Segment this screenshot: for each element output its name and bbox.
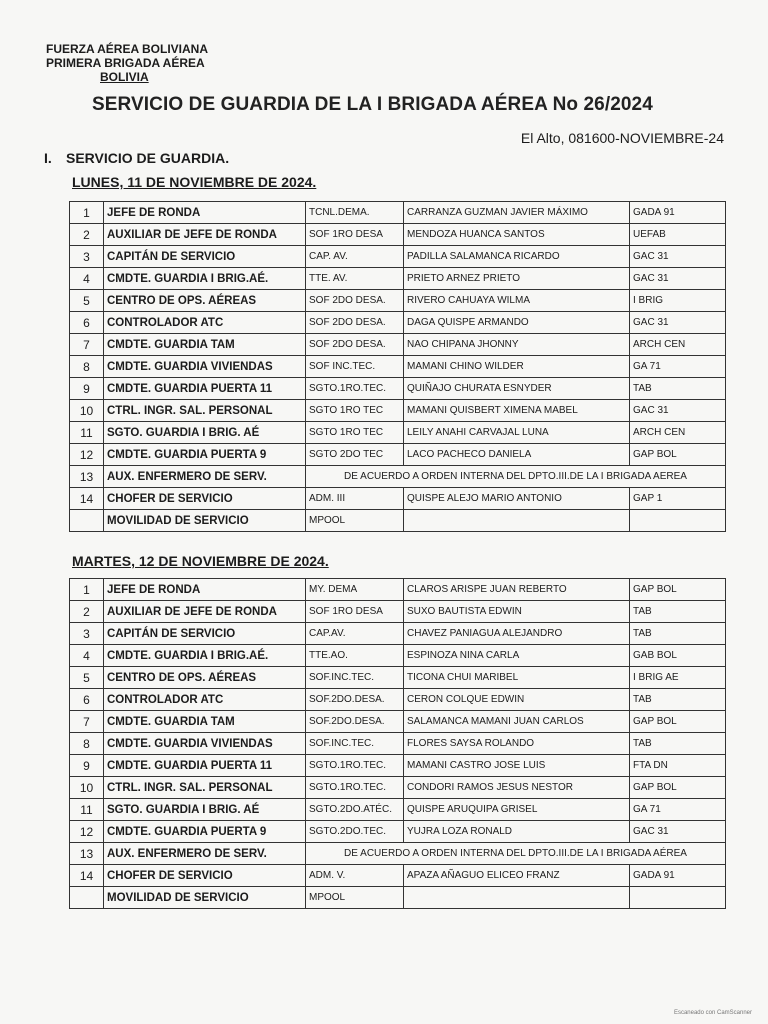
- day-title-monday: LUNES, 11 DE NOVIEMBRE DE 2024.: [72, 174, 317, 190]
- unit: GA 71: [630, 799, 726, 821]
- unit: GAP BOL: [630, 777, 726, 799]
- unit: GAC 31: [630, 400, 726, 422]
- person-name: MAMANI QUISBERT XIMENA MABEL: [404, 400, 630, 422]
- row-number: 13: [70, 843, 104, 865]
- row-number: 2: [70, 224, 104, 246]
- unit: I BRIG AE: [630, 667, 726, 689]
- unit: GAP BOL: [630, 579, 726, 601]
- table-row: [70, 378, 726, 400]
- section-heading: [44, 150, 229, 166]
- unit: GAC 31: [630, 821, 726, 843]
- rank-grade: MPOOL: [306, 887, 404, 909]
- row-number: 5: [70, 667, 104, 689]
- unit: GAB BOL: [630, 645, 726, 667]
- person-name: RIVERO CAHUAYA WILMA: [404, 290, 630, 312]
- roster-table-monday: [69, 201, 726, 532]
- rank-grade: MY. DEMA: [306, 579, 404, 601]
- rank-grade: SOF 2DO DESA.: [306, 334, 404, 356]
- section-title: SERVICIO DE GUARDIA.: [66, 150, 230, 166]
- duty-role: CTRL. INGR. SAL. PERSONAL: [104, 777, 306, 799]
- table-row: [70, 356, 726, 378]
- table-row: [70, 645, 726, 667]
- unit: GAP BOL: [630, 711, 726, 733]
- row-number: 8: [70, 356, 104, 378]
- duty-role: CMDTE. GUARDIA PUERTA 11: [104, 378, 306, 400]
- row-number: [70, 887, 104, 909]
- rank-grade: MPOOL: [306, 510, 404, 532]
- unit: GAP 1: [630, 488, 726, 510]
- person-name: PADILLA SALAMANCA RICARDO: [404, 246, 630, 268]
- duty-role: CMDTE. GUARDIA PUERTA 9: [104, 821, 306, 843]
- person-name: DAGA QUISPE ARMANDO: [404, 312, 630, 334]
- unit: GAC 31: [630, 268, 726, 290]
- unit: TAB: [630, 733, 726, 755]
- row-number: 4: [70, 268, 104, 290]
- rank-grade: SOF.INC.TEC.: [306, 667, 404, 689]
- unit: GADA 91: [630, 202, 726, 224]
- section-number: I.: [44, 150, 52, 166]
- person-name: ESPINOZA NINA CARLA: [404, 645, 630, 667]
- row-number: 12: [70, 821, 104, 843]
- row-number: 10: [70, 777, 104, 799]
- organization-header: [46, 42, 208, 84]
- table-row: [70, 488, 726, 510]
- row-number: 9: [70, 755, 104, 777]
- duty-role: CMDTE. GUARDIA VIVIENDAS: [104, 356, 306, 378]
- person-name: SALAMANCA MAMANI JUAN CARLOS: [404, 711, 630, 733]
- row-number: 11: [70, 422, 104, 444]
- duty-role: CMDTE. GUARDIA I BRIG.AÉ.: [104, 645, 306, 667]
- merged-note: DE ACUERDO A ORDEN INTERNA DEL DPTO.III.DE LA I BRIGADA AÉREA: [306, 843, 726, 865]
- unit: UEFAB: [630, 224, 726, 246]
- table-row: [70, 887, 726, 909]
- table-row: [70, 711, 726, 733]
- row-number: 6: [70, 689, 104, 711]
- duty-role: MOVILIDAD DE SERVICIO: [104, 510, 306, 532]
- roster-table-tuesday: [69, 578, 726, 909]
- duty-role: JEFE DE RONDA: [104, 579, 306, 601]
- person-name: MAMANI CHINO WILDER: [404, 356, 630, 378]
- table-row: [70, 290, 726, 312]
- rank-grade: SGTO 2DO TEC: [306, 444, 404, 466]
- person-name: APAZA AÑAGUO ELICEO FRANZ: [404, 865, 630, 887]
- table-row: [70, 334, 726, 356]
- rank-grade: SOF.INC.TEC.: [306, 733, 404, 755]
- row-number: 6: [70, 312, 104, 334]
- table-row: [70, 224, 726, 246]
- day-title-tuesday: MARTES, 12 DE NOVIEMBRE DE 2024.: [72, 553, 329, 569]
- row-number: 3: [70, 623, 104, 645]
- duty-role: CMDTE. GUARDIA I BRIG.AÉ.: [104, 268, 306, 290]
- row-number: 7: [70, 334, 104, 356]
- org-line-1: FUERZA AÉREA BOLIVIANA: [46, 42, 208, 56]
- table-row: [70, 821, 726, 843]
- row-number: 1: [70, 202, 104, 224]
- org-line-2: PRIMERA BRIGADA AÉREA: [46, 56, 205, 70]
- duty-role: SGTO. GUARDIA I BRIG. AÉ: [104, 799, 306, 821]
- unit: [630, 510, 726, 532]
- row-number: 2: [70, 601, 104, 623]
- person-name: [404, 510, 630, 532]
- rank-grade: SGTO.2DO.TEC.: [306, 821, 404, 843]
- duty-role: CENTRO DE OPS. AÉREAS: [104, 667, 306, 689]
- rank-grade: SOF 2DO DESA.: [306, 290, 404, 312]
- row-number: 4: [70, 645, 104, 667]
- row-number: 8: [70, 733, 104, 755]
- unit: GADA 91: [630, 865, 726, 887]
- table-row: [70, 422, 726, 444]
- person-name: LACO PACHECO DANIELA: [404, 444, 630, 466]
- person-name: NAO CHIPANA JHONNY: [404, 334, 630, 356]
- table-row: [70, 667, 726, 689]
- duty-role: CMDTE. GUARDIA PUERTA 11: [104, 755, 306, 777]
- person-name: MAMANI CASTRO JOSE LUIS: [404, 755, 630, 777]
- row-number: 10: [70, 400, 104, 422]
- unit: GAC 31: [630, 246, 726, 268]
- duty-role: SGTO. GUARDIA I BRIG. AÉ: [104, 422, 306, 444]
- row-number: 12: [70, 444, 104, 466]
- table-row: [70, 623, 726, 645]
- row-number: 7: [70, 711, 104, 733]
- duty-role: AUXILIAR DE JEFE DE RONDA: [104, 601, 306, 623]
- row-number: 11: [70, 799, 104, 821]
- table-row: [70, 444, 726, 466]
- table-row: [70, 733, 726, 755]
- rank-grade: CAP. AV.: [306, 246, 404, 268]
- rank-grade: SGTO 1RO TEC: [306, 422, 404, 444]
- person-name: CHAVEZ PANIAGUA ALEJANDRO: [404, 623, 630, 645]
- row-number: [70, 510, 104, 532]
- unit: TAB: [630, 601, 726, 623]
- duty-role: JEFE DE RONDA: [104, 202, 306, 224]
- merged-note: DE ACUERDO A ORDEN INTERNA DEL DPTO.III.DE LA I BRIGADA AEREA: [306, 466, 726, 488]
- row-number: 14: [70, 488, 104, 510]
- date-line: El Alto, 081600-NOVIEMBRE-24: [520, 130, 724, 146]
- org-line-3: BOLIVIA: [100, 70, 149, 84]
- unit: FTA DN: [630, 755, 726, 777]
- duty-role: CHOFER DE SERVICIO: [104, 488, 306, 510]
- rank-grade: SOF 1RO DESA: [306, 224, 404, 246]
- rank-grade: SGTO 1RO TEC: [306, 400, 404, 422]
- unit: TAB: [630, 689, 726, 711]
- rank-grade: SOF.2DO.DESA.: [306, 711, 404, 733]
- rank-grade: SOF 2DO DESA.: [306, 312, 404, 334]
- duty-role: AUX. ENFERMERO DE SERV.: [104, 843, 306, 865]
- duty-role: CHOFER DE SERVICIO: [104, 865, 306, 887]
- person-name: CARRANZA GUZMAN JAVIER MÁXIMO: [404, 202, 630, 224]
- rank-grade: ADM. III: [306, 488, 404, 510]
- duty-role: AUXILIAR DE JEFE DE RONDA: [104, 224, 306, 246]
- table-row: [70, 510, 726, 532]
- duty-role: MOVILIDAD DE SERVICIO: [104, 887, 306, 909]
- unit: TAB: [630, 378, 726, 400]
- document-title: SERVICIO DE GUARDIA DE LA I BRIGADA AÉREA No 26/2024: [92, 94, 653, 115]
- unit: [630, 887, 726, 909]
- table-row: [70, 466, 726, 488]
- person-name: MENDOZA HUANCA SANTOS: [404, 224, 630, 246]
- rank-grade: SOF.2DO.DESA.: [306, 689, 404, 711]
- table-row: [70, 799, 726, 821]
- rank-grade: ADM. V.: [306, 865, 404, 887]
- table-row: [70, 601, 726, 623]
- rank-grade: SOF 1RO DESA: [306, 601, 404, 623]
- person-name: TICONA CHUI MARIBEL: [404, 667, 630, 689]
- person-name: QUISPE ARUQUIPA GRISEL: [404, 799, 630, 821]
- table-row: [70, 865, 726, 887]
- duty-role: CTRL. INGR. SAL. PERSONAL: [104, 400, 306, 422]
- person-name: LEILY ANAHI CARVAJAL LUNA: [404, 422, 630, 444]
- person-name: PRIETO ARNEZ PRIETO: [404, 268, 630, 290]
- rank-grade: TCNL.DEMA.: [306, 202, 404, 224]
- duty-role: CAPITÁN DE SERVICIO: [104, 246, 306, 268]
- person-name: FLORES SAYSA ROLANDO: [404, 733, 630, 755]
- table-row: [70, 777, 726, 799]
- row-number: 5: [70, 290, 104, 312]
- duty-role: CAPITÁN DE SERVICIO: [104, 623, 306, 645]
- rank-grade: CAP.AV.: [306, 623, 404, 645]
- person-name: [404, 887, 630, 909]
- person-name: QUISPE ALEJO MARIO ANTONIO: [404, 488, 630, 510]
- duty-role: CONTROLADOR ATC: [104, 689, 306, 711]
- person-name: CERON COLQUE EDWIN: [404, 689, 630, 711]
- rank-grade: TTE. AV.: [306, 268, 404, 290]
- table-row: [70, 246, 726, 268]
- row-number: 9: [70, 378, 104, 400]
- person-name: CLAROS ARISPE JUAN REBERTO: [404, 579, 630, 601]
- table-row: [70, 689, 726, 711]
- scanner-note: Escaneado con CamScanner: [673, 1010, 752, 1016]
- row-number: 13: [70, 466, 104, 488]
- row-number: 3: [70, 246, 104, 268]
- person-name: YUJRA LOZA RONALD: [404, 821, 630, 843]
- table-row: [70, 843, 726, 865]
- person-name: CONDORI RAMOS JESUS NESTOR: [404, 777, 630, 799]
- rank-grade: SGTO.1RO.TEC.: [306, 378, 404, 400]
- unit: GAP BOL: [630, 444, 726, 466]
- unit: ARCH CEN: [630, 422, 726, 444]
- rank-grade: SGTO.1RO.TEC.: [306, 777, 404, 799]
- unit: TAB: [630, 623, 726, 645]
- duty-role: CONTROLADOR ATC: [104, 312, 306, 334]
- duty-role: CMDTE. GUARDIA PUERTA 9: [104, 444, 306, 466]
- duty-role: CMDTE. GUARDIA TAM: [104, 711, 306, 733]
- person-name: SUXO BAUTISTA EDWIN: [404, 601, 630, 623]
- table-row: [70, 202, 726, 224]
- duty-role: CMDTE. GUARDIA VIVIENDAS: [104, 733, 306, 755]
- rank-grade: SGTO.2DO.ATÉC.: [306, 799, 404, 821]
- unit: GAC 31: [630, 312, 726, 334]
- unit: ARCH CEN: [630, 334, 726, 356]
- duty-role: CENTRO DE OPS. AÉREAS: [104, 290, 306, 312]
- table-row: [70, 268, 726, 290]
- row-number: 14: [70, 865, 104, 887]
- table-row: [70, 400, 726, 422]
- unit: GA 71: [630, 356, 726, 378]
- unit: I BRIG: [630, 290, 726, 312]
- person-name: QUIÑAJO CHURATA ESNYDER: [404, 378, 630, 400]
- rank-grade: SOF INC.TEC.: [306, 356, 404, 378]
- table-row: [70, 312, 726, 334]
- table-row: [70, 755, 726, 777]
- duty-role: CMDTE. GUARDIA TAM: [104, 334, 306, 356]
- duty-role: AUX. ENFERMERO DE SERV.: [104, 466, 306, 488]
- row-number: 1: [70, 579, 104, 601]
- table-row: [70, 579, 726, 601]
- rank-grade: TTE.AO.: [306, 645, 404, 667]
- rank-grade: SGTO.1RO.TEC.: [306, 755, 404, 777]
